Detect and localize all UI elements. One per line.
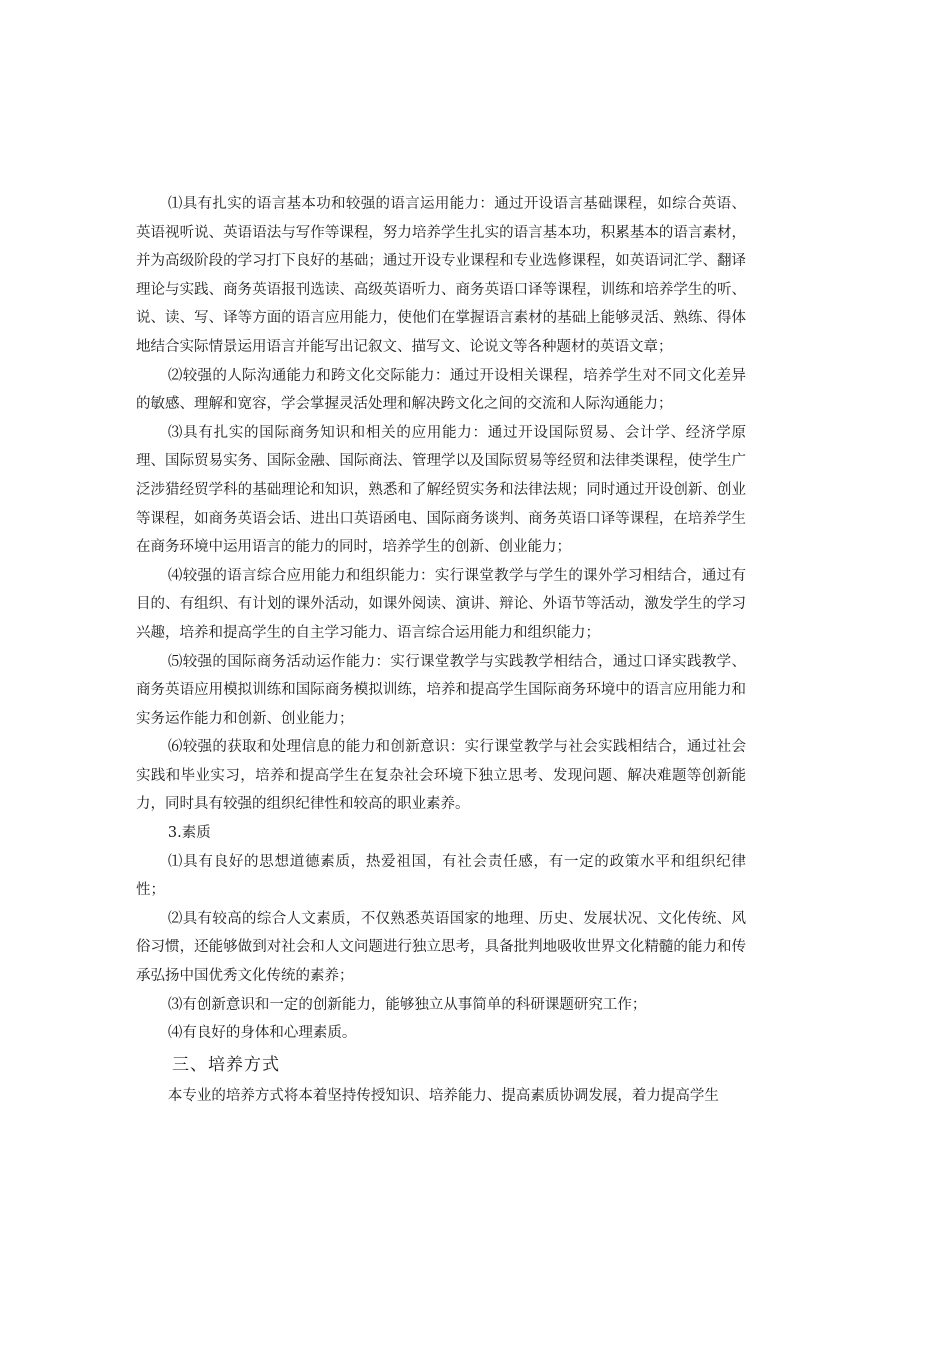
- ability-item-2: ⑵较强的人际沟通能力和跨文化交际能力：通过开设相关课程，培养学生对不同文化差异的敏感、理解和宽容，学会掌握灵活处理和解决跨文化之间的交流和人际沟通能力；: [136, 367, 746, 413]
- quality-item-4: ⑷有良好的身体和心理素质。: [167, 1025, 357, 1042]
- ability-item-1: ⑴具有扎实的语言基本功和较强的语言运用能力：通过开设语言基础课程，如综合英语、英语视听说、英语语法与写作等课程，努力培养学生扎实的语言基本功，积累基本的语言素材，并为高级阶段的学习打下良好的基础；通过开设专业课程和专业选修课程，如英语词汇学、翻译理论与实践、商务英语报刊选读、高级英语听力、商务英语口译等课程，训练和培养学生的听、说、读、写、译等方面的语言应用能力，使他们在掌握语言素材的基础上能够灵活、熟练、得体地结合实际情景运用语言并能写出记叙文、描写文、论说文等各种题材的英语文章；: [136, 196, 746, 355]
- quality-item-3: ⑶有创新意识和一定的创新能力，能够独立从事简单的科研课题研究工作；: [167, 996, 647, 1013]
- ability-item-6: ⑹较强的获取和处理信息的能力和创新意识：实行课堂教学与社会实践相结合，通过社会实践和毕业实习，培养和提高学生在复杂社会环境下独立思考、发现问题、解决难题等创新能力，同时具有较强的组织纪律性和较高的职业素养。: [136, 739, 746, 813]
- document-page: [136, 190, 746, 1110]
- training-method-intro: 本专业的培养方式将本着坚持传授知识、培养能力、提高素质协调发展，着力提高学生: [167, 1087, 719, 1104]
- section-heading: 三、培养方式: [172, 1054, 280, 1075]
- quality-item-1: ⑴具有良好的思想道德素质，热爱祖国，有社会责任感，有一定的政策水平和组织纪律性；: [136, 853, 746, 899]
- ability-item-5: ⑸较强的国际商务活动运作能力：实行课堂教学与实践教学相结合，通过口译实践教学、商务英语应用模拟训练和国际商务模拟训练，培养和提高学生国际商务环境中的语言应用能力和实务运作能力和创新、创业能力；: [136, 653, 746, 727]
- ability-item-3: ⑶具有扎实的国际商务知识和相关的应用能力：通过开设国际贸易、会计学、经济学原理、国际贸易实务、国际金融、国际商法、管理学以及国际贸易等经贸和法律类课程，使学生广泛涉猎经贸学科的基础理论和知识，熟悉和了解经贸实务和法律法规；同时通过开设创新、创业等课程，如商务英语会话、进出口英语函电、国际商务谈判、商务英语口译等课程，在培养学生在商务环境中运用语言的能力的同时，培养学生的创新、创业能力；: [136, 424, 746, 556]
- ability-item-4: ⑷较强的语言综合应用能力和组织能力：实行课堂教学与学生的课外学习相结合，通过有目的、有组织、有计划的课外活动，如课外阅读、演讲、辩论、外语节等活动，激发学生的学习兴趣，培养和提高学生的自主学习能力、语言综合运用能力和组织能力；: [136, 567, 746, 641]
- quality-subheading: 3.素质: [167, 825, 211, 842]
- quality-item-2: ⑵具有较高的综合人文素质，不仅熟悉英语国家的地理、历史、发展状况、文化传统、风俗习惯，还能够做到对社会和人文问题进行独立思考，具备批判地吸收世界文化精髓的能力和传承弘扬中国优秀文化传统的素养；: [136, 910, 746, 985]
